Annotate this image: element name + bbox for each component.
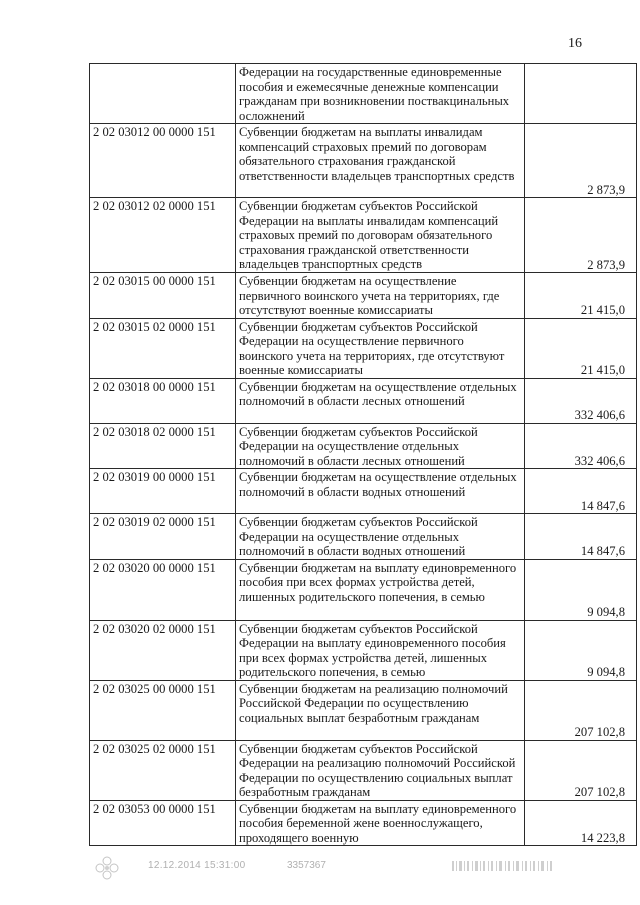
table-row: [90, 469, 637, 514]
budget-amount: 21 415,0: [525, 318, 637, 378]
stamp-timestamp: 12.12.2014 15:31:00: [148, 860, 246, 871]
document-footer: [0, 852, 640, 892]
budget-description: Субвенции бюджетам на реализацию полномочий Российской Федерации по осуществлению социальных выплат безработным гражданам: [236, 680, 525, 740]
budget-code: 2 02 03053 00 0000 151: [90, 800, 236, 846]
budget-amount: 14 847,6: [525, 514, 637, 560]
budget-description: Субвенции бюджетам на выплату единовременного пособия беременной жене военнослужащего, проходящего военную: [236, 800, 525, 846]
budget-amount: 9 094,8: [525, 620, 637, 680]
budget-code: 2 02 03012 02 0000 151: [90, 198, 236, 273]
table-row: [90, 740, 637, 800]
budget-code: 2 02 03018 02 0000 151: [90, 423, 236, 469]
budget-description: Субвенции бюджетам на осуществление первичного воинского учета на территориях, где отсутствуют военные комиссариаты: [236, 273, 525, 319]
budget-code: 2 02 03019 00 0000 151: [90, 469, 236, 514]
barcode-icon: [452, 858, 562, 879]
table-row: [90, 800, 637, 846]
budget-code: 2 02 03019 02 0000 151: [90, 514, 236, 560]
budget-description: Субвенции бюджетам субъектов Российской Федерации на осуществление первичного воинского учета на территориях, где отсутствуют военные комиссариаты: [236, 318, 525, 378]
budget-code: 2 02 03025 02 0000 151: [90, 740, 236, 800]
budget-description: Субвенции бюджетам на осуществление отдельных полномочий в области водных отношений: [236, 469, 525, 514]
table-row: [90, 124, 637, 198]
budget-amount: 14 847,6: [525, 469, 637, 514]
budget-amount: 2 873,9: [525, 124, 637, 198]
budget-description: Субвенции бюджетам субъектов Российской Федерации на осуществление отдельных полномочий в области лесных отношений: [236, 423, 525, 469]
budget-code: 2 02 03015 00 0000 151: [90, 273, 236, 319]
stamp-document-id: 3357367: [287, 860, 326, 871]
budget-code: 2 02 03018 00 0000 151: [90, 378, 236, 423]
page-number: 16: [568, 36, 582, 51]
seal-icon: [93, 853, 121, 888]
budget-code: [90, 64, 236, 124]
budget-code: 2 02 03020 00 0000 151: [90, 559, 236, 620]
budget-description: Субвенции бюджетам на выплаты инвалидам компенсаций страховых премий по договорам обязательного страхования гражданской ответственности владельцев транспортных средств: [236, 124, 525, 198]
budget-description: Субвенции бюджетам субъектов Российской Федерации на реализацию полномочий Российской Федерации по осуществлению социальных выплат безработным гражданам: [236, 740, 525, 800]
table-row: [90, 680, 637, 740]
table-row: [90, 318, 637, 378]
budget-description: Субвенции бюджетам субъектов Российской Федерации на выплату единовременного пособия при всех формах устройства детей, лишенных родительского попечения, в семью: [236, 620, 525, 680]
budget-code: 2 02 03012 00 0000 151: [90, 124, 236, 198]
budget-amount: 21 415,0: [525, 273, 637, 319]
budget-amount: 332 406,6: [525, 378, 637, 423]
budget-description: Субвенции бюджетам субъектов Российской Федерации на осуществление отдельных полномочий в области водных отношений: [236, 514, 525, 560]
table-row: [90, 620, 637, 680]
budget-amount: 207 102,8: [525, 680, 637, 740]
budget-description: Субвенции бюджетам субъектов Российской Федерации на выплаты инвалидам компенсаций страховых премий по договорам обязательного страхования гражданской ответственности владельцев транспортных средств: [236, 198, 525, 273]
table-row: [90, 559, 637, 620]
budget-amount: 14 223,8: [525, 800, 637, 846]
table-row: [90, 198, 637, 273]
table-row: [90, 514, 637, 560]
table-row: [90, 423, 637, 469]
table-row: [90, 378, 637, 423]
budget-description: Субвенции бюджетам на осуществление отдельных полномочий в области лесных отношений: [236, 378, 525, 423]
budget-code: 2 02 03015 02 0000 151: [90, 318, 236, 378]
table-row: [90, 273, 637, 319]
budget-code: 2 02 03020 02 0000 151: [90, 620, 236, 680]
budget-description: Федерации на государственные единовременные пособия и ежемесячные денежные компенсации гражданам при возникновении поствакцинальных осложнений: [236, 64, 525, 124]
budget-amount: 332 406,6: [525, 423, 637, 469]
budget-description: Субвенции бюджетам на выплату единовременного пособия при всех формах устройства детей, лишенных родительского попечения, в семью: [236, 559, 525, 620]
budget-table: [89, 63, 637, 846]
table-row: [90, 64, 637, 124]
budget-amount: [525, 64, 637, 124]
budget-amount: 207 102,8: [525, 740, 637, 800]
budget-amount: 9 094,8: [525, 559, 637, 620]
budget-amount: 2 873,9: [525, 198, 637, 273]
budget-code: 2 02 03025 00 0000 151: [90, 680, 236, 740]
